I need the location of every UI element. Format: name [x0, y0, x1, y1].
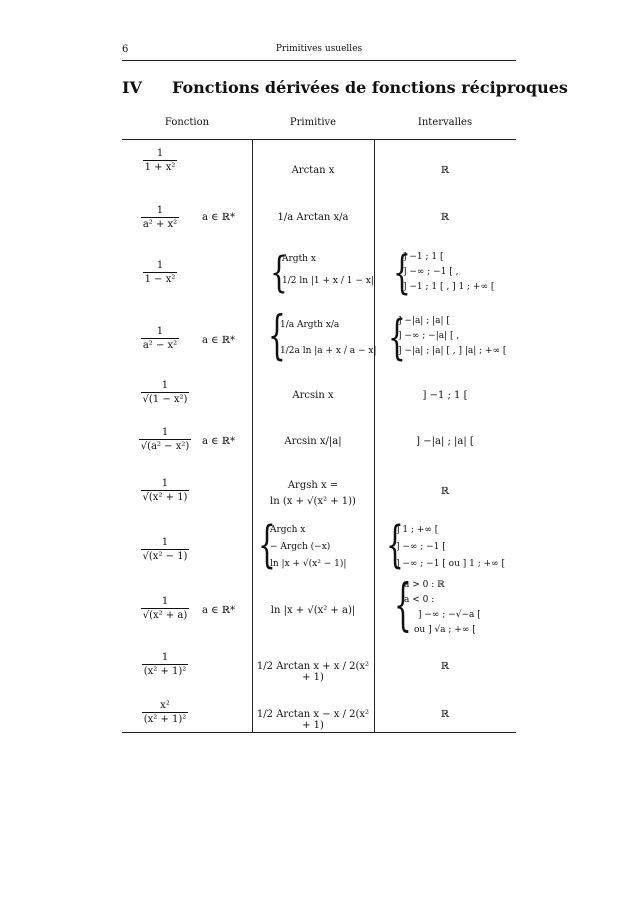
- interval-line: ] −1 ; 1 [: [403, 252, 444, 262]
- fraction-denominator: (x² + 1)²: [143, 714, 187, 725]
- table-row-function: [130, 205, 190, 230]
- column-header-primitive: Primitive: [289, 117, 337, 128]
- section-heading: [122, 78, 568, 97]
- table-row-primitive: { 1/a Argth x/a 1/2a ln |a + x / a − x|: [268, 306, 377, 366]
- table-row-function: [130, 537, 200, 562]
- primitive-line: Argth x: [282, 254, 316, 264]
- table-row-condition: a ∈ ℝ*: [202, 605, 236, 616]
- fraction-numerator: 1: [156, 148, 164, 159]
- fraction-denominator: √(x² + 1): [142, 492, 188, 503]
- table-row-primitive: 1/2 Arctan x + x / 2(x² + 1): [256, 661, 370, 683]
- table-row-primitive: 1/a Arctan x/a: [277, 212, 349, 223]
- fraction-numerator: 1: [161, 427, 169, 438]
- interval-line: ] 1 ; +∞ [: [396, 525, 439, 535]
- primitive-line: Argch x: [270, 525, 306, 535]
- table-row-interval: ℝ: [440, 212, 450, 223]
- interval-line: ] −∞ ; −1 [ ,: [403, 267, 459, 277]
- page-number: 6: [122, 44, 129, 55]
- fraction-denominator: √(a² − x²): [140, 441, 190, 452]
- table-row-interval: { ] −|a| ; |a| [ ] −∞ ; −|a| [ , ] −|a| ; |a| [ , ] |a| ; +∞ [: [388, 310, 507, 366]
- table-row-interval: { ] 1 ; +∞ [ ] −∞ ; −1 [ ] −∞ ; −1 [ ou ] 1 ; +∞ [: [386, 516, 506, 574]
- table-row-function: [130, 326, 190, 351]
- fraction-denominator: √(1 − x²): [142, 394, 188, 405]
- table-row-primitive: Arcsin x/|a|: [284, 436, 342, 447]
- primitive-line: − Argch (−x): [270, 542, 331, 552]
- running-title: Primitives usuelles: [275, 44, 363, 54]
- table-row-interval: ℝ: [440, 709, 450, 720]
- fraction-numerator: 1: [161, 478, 169, 489]
- fraction-numerator: x²: [160, 700, 170, 711]
- section-number: IV: [122, 78, 142, 97]
- section-title: Fonctions dérivées de fonctions réciproques: [172, 78, 568, 97]
- table-row-condition: a ∈ ℝ*: [202, 436, 236, 447]
- interval-line: ] −∞ ; −1 [: [396, 542, 446, 552]
- table-row-primitive: [252, 478, 374, 510]
- fraction-denominator: (x² + 1)²: [143, 666, 187, 677]
- interval-line: ] −∞ ; −√−a [: [418, 610, 481, 620]
- table-row-primitive: { Argth x 1/2 ln |1 + x / 1 − x|: [270, 248, 374, 298]
- primitive-line: Argsh x =: [287, 480, 339, 491]
- table-row-interval: { ] −1 ; 1 [ ] −∞ ; −1 [ , ] −1 ; 1 [ , ] 1 ; +∞ [: [393, 246, 495, 300]
- header-rule: [122, 60, 516, 61]
- fraction-numerator: 1: [161, 596, 169, 607]
- interval-line: a < 0 :: [404, 595, 435, 605]
- fraction-denominator: a² + x²: [142, 219, 178, 230]
- table-row-function: [130, 427, 200, 452]
- fraction-numerator: 1: [156, 260, 164, 271]
- primitive-line: 1/2a ln |a + x / a − x|: [280, 346, 377, 356]
- table-row-primitive: Arcsin x: [292, 390, 334, 401]
- table-row-function: [130, 260, 190, 285]
- table-row-primitive: { Argch x − Argch (−x) ln |x + √(x² − 1)|: [258, 516, 347, 574]
- primitive-line: ln (x + √(x² + 1)): [270, 496, 356, 507]
- table-row-function: [130, 148, 190, 173]
- table-row-function: [130, 478, 200, 503]
- table-row-interval: ] −|a| ; |a| [: [416, 436, 474, 447]
- table-row-function: [130, 652, 200, 677]
- fraction-numerator: 1: [161, 537, 169, 548]
- table-row-function: [130, 380, 200, 405]
- table-row-interval: { a > 0 : ℝ a < 0 : ] −∞ ; −√−a [ ou ] √a ; +∞ [: [394, 573, 481, 639]
- table-row-condition: a ∈ ℝ*: [202, 335, 236, 346]
- table-bottom-rule: [122, 732, 516, 733]
- interval-line: ] −1 ; 1 [ , ] 1 ; +∞ [: [403, 282, 495, 292]
- column-header-fonction: Fonction: [164, 117, 210, 128]
- fraction-numerator: 1: [161, 380, 169, 391]
- interval-line: a > 0 : ℝ: [404, 580, 445, 590]
- fraction-numerator: 1: [161, 652, 169, 663]
- fraction-denominator: √(x² − 1): [142, 551, 188, 562]
- table-row-interval: ℝ: [440, 661, 450, 672]
- table-header-rule: [122, 139, 516, 140]
- interval-line: ] −∞ ; −|a| [ ,: [398, 331, 460, 341]
- interval-line: ] −|a| ; |a| [ , ] |a| ; +∞ [: [398, 346, 507, 356]
- table-row-interval: ℝ: [440, 486, 450, 497]
- table-row-function: [130, 596, 200, 621]
- table-row-interval: ℝ: [440, 165, 450, 176]
- fraction-denominator: a² − x²: [142, 340, 178, 351]
- primitive-line: ln |x + √(x² − 1)|: [270, 559, 347, 569]
- table-row-primitive: Arctan x: [291, 165, 335, 176]
- fraction-numerator: 1: [156, 326, 164, 337]
- interval-line: ] −∞ ; −1 [ ou ] 1 ; +∞ [: [396, 559, 506, 569]
- primitive-line: 1/2 ln |1 + x / 1 − x|: [282, 276, 374, 286]
- table-row-primitive: ln |x + √(x² + a)|: [270, 605, 356, 616]
- interval-line: ou ] √a ; +∞ [: [414, 625, 476, 635]
- table-row-condition: a ∈ ℝ*: [202, 212, 236, 223]
- table-row-interval: ] −1 ; 1 [: [422, 390, 468, 401]
- fraction-denominator: 1 + x²: [144, 162, 176, 173]
- primitive-line: 1/a Argth x/a: [280, 320, 340, 330]
- fraction-denominator: √(x² + a): [142, 610, 188, 621]
- table-row-function: [130, 700, 200, 725]
- interval-line: ] −|a| ; |a| [: [398, 316, 450, 326]
- fraction-numerator: 1: [156, 205, 164, 216]
- column-header-intervalles: Intervalles: [417, 117, 473, 128]
- table-row-primitive: 1/2 Arctan x − x / 2(x² + 1): [256, 709, 370, 731]
- fraction-denominator: 1 − x²: [144, 274, 176, 285]
